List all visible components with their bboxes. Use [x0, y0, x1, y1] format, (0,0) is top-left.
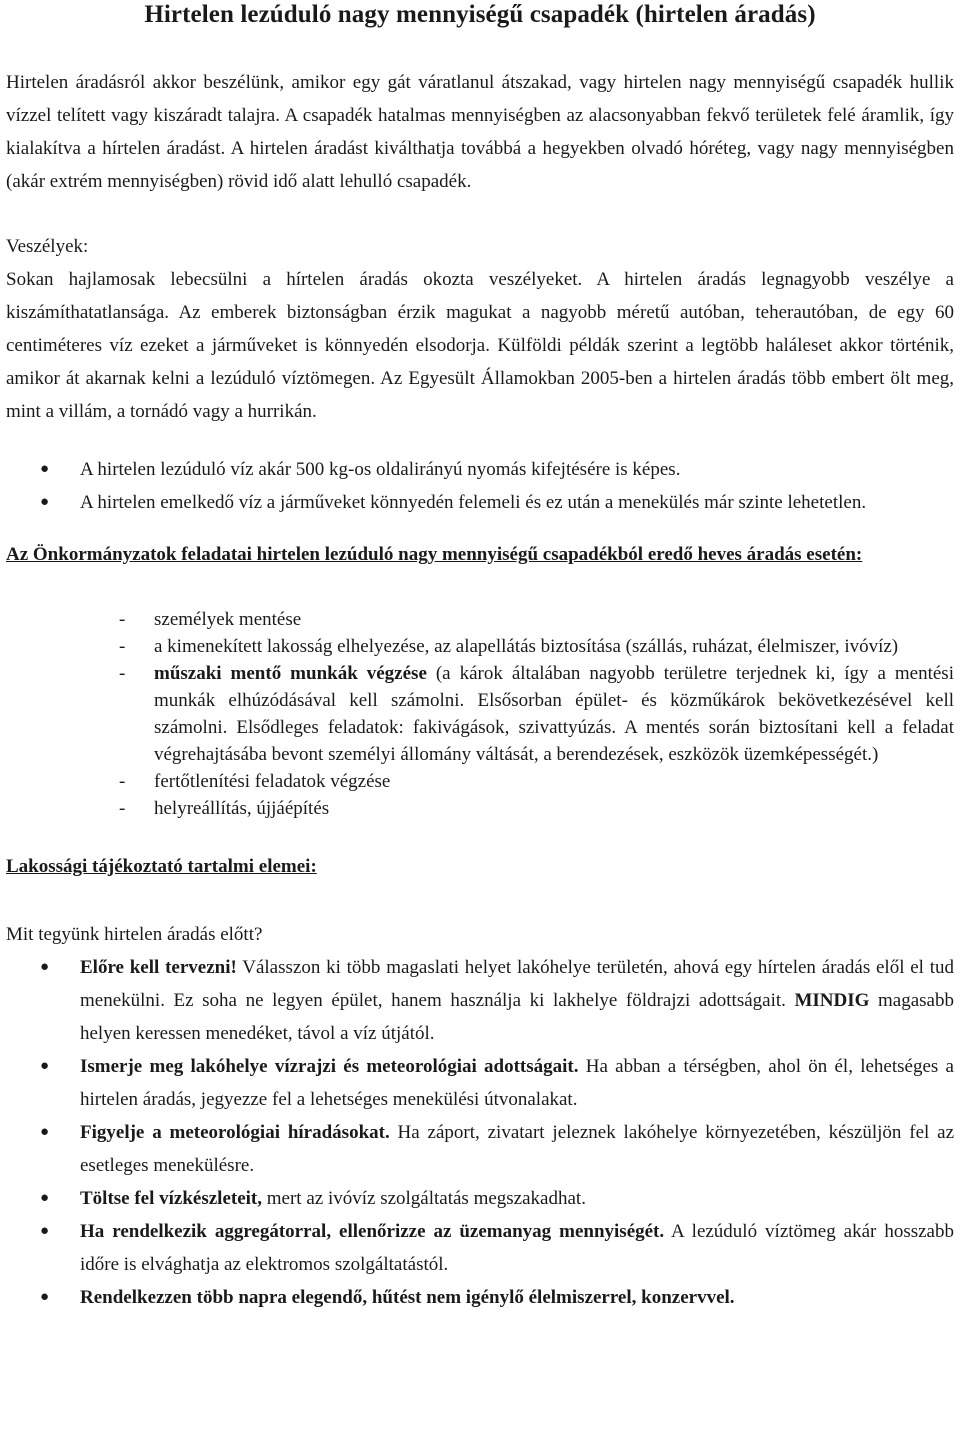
- list-item: [6, 795, 954, 822]
- dangers-heading: Veszélyek:: [6, 236, 89, 257]
- list-item-bold: Figyelje a meteorológiai híradásokat.: [80, 1122, 390, 1143]
- bullet-icon: ●: [40, 1223, 50, 1239]
- dangers-bullet-list: [6, 453, 954, 519]
- list-item: [6, 1116, 954, 1182]
- dash-marker: -: [119, 609, 126, 630]
- list-item-text: fertőtlenítési feladatok végzése: [154, 771, 391, 792]
- dangers-paragraph: Sokan hajlamosak lebecsülni a hírtelen áradás okozta veszélyeket. A hirtelen áradás legnagyobb veszélye a kiszámíthatatlansága. Az emberek biztonságban érzik magukat a nagyobb méretű autóban, teherautóban, de egy 60 centiméteres víz ezeket a járműveket is könnyedén elsodorja. Külföldi példák szerint a legtöbb haláleset akkor történik, amikor át akarnak kelni a lezúduló víztömegen. Az Egyesült Államokban 2005-ben a hirtelen áradás több embert ölt meg, mint a villám, a tornádó vagy a hurrikán.: [6, 269, 954, 422]
- list-item-text: helyreállítás, újjáépítés: [154, 798, 330, 819]
- bullet-icon: ●: [40, 1058, 50, 1074]
- list-item-text: Ha záport, zivatart jeleznek lakóhelye környezetében, készüljön fel az esetleges menekülésre.: [80, 1122, 955, 1176]
- list-item-text: (a károk általában nagyobb területre terjednek ki, így a mentési munkák elhúzódásával kell számolni. Elsősorban épület- és közműkárok bekövetkezésével kell számolni. Elsődleges feladatok: fakivágások, szivattyúzás. A mentés során biztosítani kell a feladat végrehajtásába bevont személyi állomány váltását, a berendezések, eszközök üzemképességét.): [154, 663, 954, 765]
- duties-list: [6, 606, 954, 822]
- bullet-icon: ●: [40, 494, 50, 510]
- dash-marker: -: [119, 663, 126, 684]
- list-item: [6, 486, 954, 519]
- document-title: Hirtelen lezúduló nagy mennyiségű csapadék (hirtelen áradás): [144, 1, 816, 28]
- list-item-bold: Ha rendelkezik aggregátorral, ellenőrizze az üzemanyag mennyiségét.: [80, 1221, 665, 1242]
- list-item: [6, 660, 954, 768]
- list-item-text: mert az ivóvíz szolgáltatás megszakadhat.: [262, 1188, 586, 1209]
- list-item: [6, 633, 954, 660]
- list-item-text: magasabb helyen keressen menedéket, távol a víz útjától.: [80, 990, 954, 1044]
- list-item-bold: műszaki mentő munkák végzése: [154, 663, 427, 684]
- list-item: [6, 1182, 954, 1215]
- list-item: [6, 453, 954, 486]
- bullet-icon: ●: [40, 1190, 50, 1206]
- bullet-icon: ●: [40, 1124, 50, 1140]
- tips-list: [6, 951, 954, 1314]
- dash-marker: -: [119, 798, 126, 819]
- list-item: [6, 768, 954, 795]
- info-question: Mit tegyünk hirtelen áradás előtt?: [6, 924, 263, 945]
- dash-marker: -: [119, 771, 126, 792]
- list-item-bold: Töltse fel vízkészleteit,: [80, 1188, 263, 1209]
- dash-marker: -: [119, 636, 126, 657]
- list-item-text: a kimenekített lakosság elhelyezése, az alapellátás biztosítása (szállás, ruházat, élelmiszer, ivóvíz): [154, 636, 899, 657]
- list-item-text: személyek mentése: [154, 609, 302, 630]
- info-title: Lakossági tájékoztató tartalmi elemei:: [6, 856, 317, 877]
- list-item-text: A hirtelen lezúduló víz akár 500 kg-os oldalirányú nyomás kifejtésére is képes.: [80, 459, 681, 480]
- list-item-text: A hirtelen emelkedő víz a járműveket könnyedén felemeli és ez után a menekülés már szinte lehetetlen.: [80, 492, 867, 513]
- bullet-icon: ●: [40, 959, 50, 975]
- list-item: [6, 1281, 954, 1314]
- list-item: [6, 951, 954, 1050]
- list-item: [6, 1215, 954, 1281]
- list-item-bold: Ismerje meg lakóhelye vízrajzi és meteorológiai adottságait.: [80, 1056, 579, 1077]
- bullet-icon: ●: [40, 461, 50, 477]
- list-item: [6, 1050, 954, 1116]
- list-item-bold: Rendelkezzen több napra elegendő, hűtést nem igénylő élelmiszerrel, konzervvel.: [80, 1287, 735, 1308]
- list-item-text: Válasszon ki több magaslati helyet lakóhelye területén, ahová egy hírtelen áradás elől el tud menekülni. Ez soha ne legyen épület, hanem használja ki lakhelye földrajzi adottságait.: [80, 957, 955, 1011]
- intro-paragraph: Hirtelen áradásról akkor beszélünk, amikor egy gát váratlanul átszakad, vagy hirtelen nagy mennyiségű csapadék hullik vízzel telített vagy kiszáradt talajra. A csapadék hatalmas mennyiségben az alacsonyabban fekvő területek felé áramlik, így kialakítva a hírtelen áradást. A hirtelen áradást kiválthatja továbbá a hegyekben olvadó hóréteg, vagy nagy mennyiségben (akár extrém mennyiségben) rövid idő alatt lehulló csapadék.: [6, 72, 954, 192]
- list-item: [6, 606, 954, 633]
- list-item-text: A lezúduló víztömeg akár hosszabb időre is elvághatja az elektromos szolgáltatástól.: [80, 1221, 954, 1275]
- bullet-icon: ●: [40, 1289, 50, 1305]
- list-item-bold: Előre kell tervezni!: [80, 957, 237, 978]
- list-item-text: Ha abban a térségben, ahol ön él, lehetséges a hirtelen áradás, jegyezze fel a lehetséges menekülési útvonalakat.: [80, 1056, 954, 1110]
- dangers-section: [6, 230, 954, 428]
- list-item-bold: MINDIG: [794, 990, 870, 1011]
- duties-title: Az Önkormányzatok feladatai hirtelen lezúduló nagy mennyiségű csapadékból eredő heves áradás esetén:: [6, 544, 863, 565]
